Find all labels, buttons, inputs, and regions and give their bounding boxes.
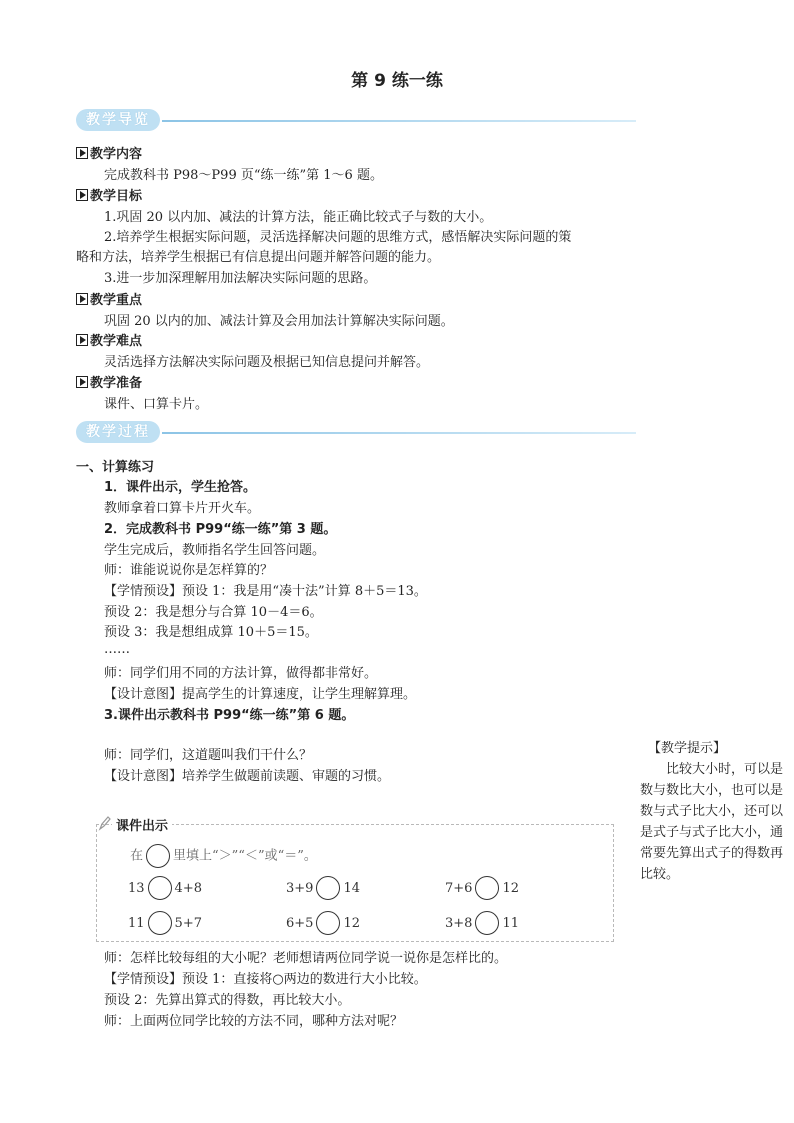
section-content-title: 教学内容 bbox=[90, 147, 143, 162]
process-line: 1．课件出示，学生抢答。 bbox=[104, 480, 257, 495]
goals-line-4: 3.进一步加深理解用加法解决实际问题的思路。 bbox=[104, 271, 377, 286]
play-triangle-icon bbox=[76, 376, 88, 388]
banner-guide-label: 教学导览 bbox=[76, 109, 160, 131]
compare-right: 11 bbox=[502, 915, 519, 931]
process-line: 师：同学们，这道题叫我们干什么？ bbox=[104, 748, 313, 763]
section-prep-head bbox=[76, 372, 142, 391]
process-line: 预设 3：我是想组成算 10＋5＝15。 bbox=[104, 625, 318, 640]
compare-item-3 bbox=[445, 876, 519, 900]
goals-line-2: 2.培养学生根据实际问题，灵活选择解决问题的思维方式，感悟解决实际问题的策 bbox=[104, 230, 572, 245]
compare-right: 12 bbox=[343, 915, 360, 931]
blank-circle bbox=[146, 844, 170, 868]
section-goals-head bbox=[76, 185, 142, 204]
answer-circle[interactable] bbox=[475, 876, 499, 900]
process-line: 2．完成教科书 P99“练一练”第 3 题。 bbox=[104, 522, 337, 537]
process-line: 教师拿着口算卡片开火车。 bbox=[104, 501, 261, 516]
compare-left: 7+6 bbox=[445, 880, 473, 896]
exercise-instruction-post: 里填上“＞”“＜”或“＝”。 bbox=[173, 848, 317, 864]
teaching-tip-body: 比较大小时，可以是数与数比大小，也可以是数与式子比大小，还可以是式子与式子比大小，通常要先算出式子的得数再比较。 bbox=[640, 762, 784, 882]
goals-line-3: 略和方法，培养学生根据已有信息提出问题并解答问题的能力。 bbox=[76, 250, 441, 265]
compare-item-4 bbox=[128, 911, 202, 935]
compare-item-6 bbox=[445, 911, 519, 935]
compare-left: 3+9 bbox=[286, 880, 314, 896]
banner-rule bbox=[162, 432, 636, 434]
compare-right: 14 bbox=[343, 880, 360, 896]
section-difficulty-title: 教学难点 bbox=[90, 334, 143, 349]
banner-rule bbox=[162, 120, 636, 122]
process-line: 师：同学们用不同的方法计算，做得都非常好。 bbox=[104, 666, 378, 681]
pencil-icon bbox=[98, 815, 112, 831]
compare-right: 5+7 bbox=[174, 915, 202, 931]
answer-circle[interactable] bbox=[148, 876, 172, 900]
process-line: 师：上面两位同学比较的方法不同，哪种方法对呢？ bbox=[104, 1014, 404, 1029]
process-line: 预设 2：我是想分与合算 10－4＝6。 bbox=[104, 605, 323, 620]
section-prep-title: 教学准备 bbox=[90, 376, 143, 391]
process-line: …… bbox=[104, 642, 130, 657]
banner-guide bbox=[76, 109, 636, 133]
answer-circle[interactable] bbox=[316, 876, 340, 900]
exercise-label: 课件出示 bbox=[112, 815, 172, 834]
content-line-1: 完成教科书 P98～P99 页“练一练”第 1～6 题。 bbox=[104, 168, 383, 183]
page-title: 第 9 练一练 bbox=[351, 71, 443, 91]
process-line: 师：怎样比较每组的大小呢？老师想请两位同学说一说你是怎样比的。 bbox=[104, 951, 508, 966]
process-line: 【设计意图】提高学生的计算速度，让学生理解算理。 bbox=[104, 687, 417, 702]
process-line: 【设计意图】培养学生做题前读题、审题的习惯。 bbox=[104, 769, 391, 784]
section-content-head bbox=[76, 143, 142, 162]
answer-circle[interactable] bbox=[316, 911, 340, 935]
play-triangle-icon bbox=[76, 147, 88, 159]
compare-item-1 bbox=[128, 876, 202, 900]
goals-line-1: 1.巩固 20 以内加、减法的计算方法，能正确比较式子与数的大小。 bbox=[104, 210, 493, 225]
process-line: 【学情预设】预设 1：我是用“凑十法”计算 8＋5＝13。 bbox=[104, 584, 427, 599]
section-difficulty-head bbox=[76, 330, 142, 349]
compare-item-2 bbox=[286, 876, 360, 900]
prep-line-1: 课件、口算卡片。 bbox=[104, 397, 209, 412]
compare-left: 3+8 bbox=[445, 915, 473, 931]
process-line: 3.课件出示教科书 P99“练一练”第 6 题。 bbox=[104, 708, 355, 723]
process-line: 学生完成后，教师指名学生回答问题。 bbox=[104, 543, 326, 558]
banner-process bbox=[76, 421, 636, 445]
section-key-head bbox=[76, 289, 142, 308]
compare-left: 13 bbox=[128, 880, 145, 896]
process-line: 预设 2：先算出算式的得数，再比较大小。 bbox=[104, 993, 351, 1008]
compare-right: 4+8 bbox=[174, 880, 202, 896]
compare-left: 11 bbox=[128, 915, 145, 931]
answer-circle[interactable] bbox=[148, 911, 172, 935]
teaching-tip-title: 【教学提示】 bbox=[648, 741, 727, 756]
compare-left: 6+5 bbox=[286, 915, 314, 931]
difficulty-line-1: 灵活选择方法解决实际问题及根据已知信息提问并解答。 bbox=[104, 355, 430, 370]
compare-item-5 bbox=[286, 911, 360, 935]
play-triangle-icon bbox=[76, 189, 88, 201]
exercise-instruction-pre: 在 bbox=[130, 848, 144, 864]
exercise-instruction bbox=[130, 844, 317, 868]
key-line-1: 巩固 20 以内的加、减法计算及会用加法计算解决实际问题。 bbox=[104, 314, 454, 329]
compare-right: 12 bbox=[502, 880, 519, 896]
section-goals-title: 教学目标 bbox=[90, 189, 143, 204]
process-line: 【学情预设】预设 1：直接将○两边的数进行大小比较。 bbox=[104, 972, 427, 987]
play-triangle-icon bbox=[76, 334, 88, 346]
section-key-title: 教学重点 bbox=[90, 293, 143, 308]
teaching-tip bbox=[640, 738, 788, 885]
answer-circle[interactable] bbox=[475, 911, 499, 935]
banner-process-label: 教学过程 bbox=[76, 421, 160, 443]
process-line: 师：谁能说说你是怎样算的？ bbox=[104, 563, 274, 578]
play-triangle-icon bbox=[76, 293, 88, 305]
process-part-1: 一、计算练习 bbox=[76, 460, 155, 475]
